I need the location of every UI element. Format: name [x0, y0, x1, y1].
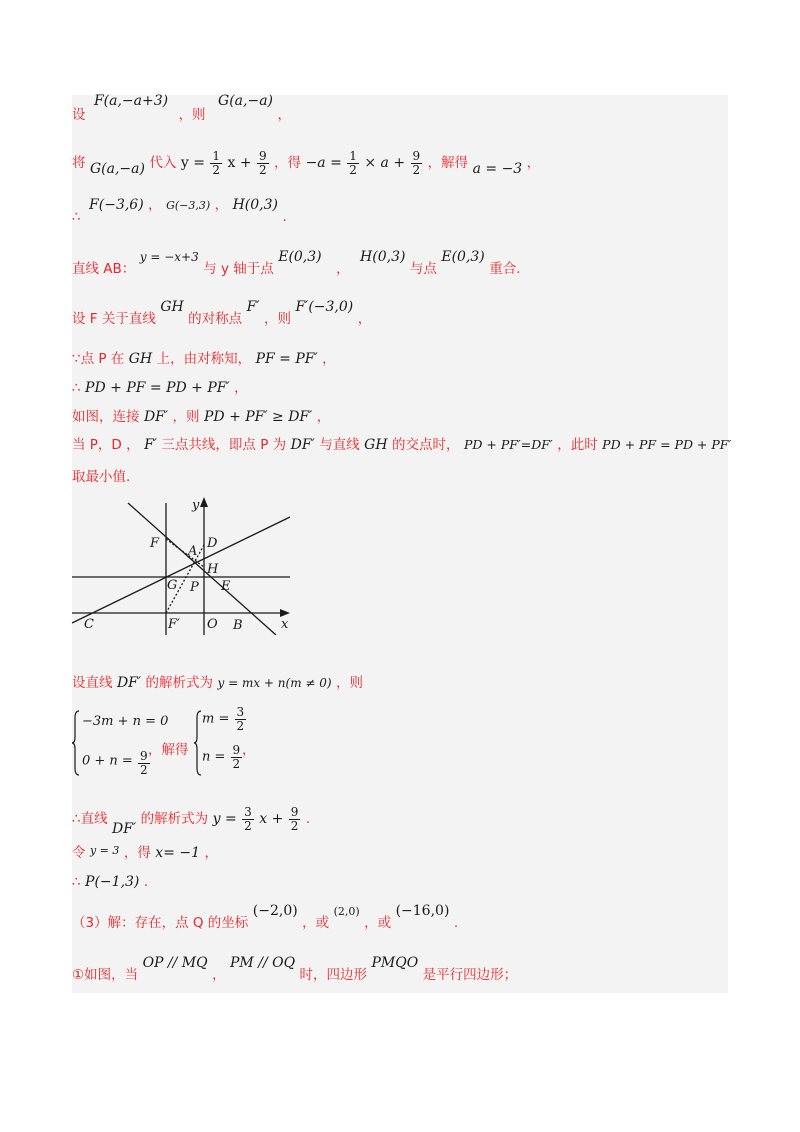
line-6	[72, 352, 336, 367]
line-11	[72, 676, 363, 691]
text: 三点共线，即点 P 为	[161, 437, 287, 453]
sys2-eq1-text: m =	[202, 711, 230, 727]
text: ，则	[336, 675, 364, 691]
label-b: B	[233, 618, 243, 633]
coordinate-graph	[70, 495, 295, 635]
text: 上，由对称知，	[156, 351, 252, 367]
brace-left	[72, 710, 80, 776]
text: 与 y 轴于点	[203, 261, 274, 277]
math: x +	[259, 811, 284, 828]
label-y: y	[192, 498, 200, 513]
text: 重合.	[489, 261, 521, 277]
text: ，解得	[427, 155, 469, 172]
numerator: 3	[244, 805, 252, 819]
math: E(0,3)	[441, 249, 485, 265]
therefore-symbol: ∴	[72, 874, 81, 890]
line-ab	[128, 503, 276, 635]
text: 时，四边形	[299, 967, 368, 983]
line-8	[72, 410, 330, 425]
line-3	[72, 197, 287, 225]
math: y =	[212, 811, 237, 828]
label-p: P	[190, 580, 199, 595]
denominator: 2	[290, 818, 299, 833]
text: （3）解：存在，点 Q 的坐标	[72, 915, 249, 931]
label-c: C	[84, 617, 94, 632]
numerator: 1	[212, 149, 221, 163]
math: DF′	[116, 675, 142, 691]
text: ，得	[123, 845, 151, 861]
text: ，	[204, 845, 218, 861]
text: 的解析式为	[145, 675, 214, 691]
line-17	[72, 955, 518, 983]
denominator: 2	[259, 162, 267, 177]
text: ，或	[302, 915, 330, 931]
denominator: 2	[244, 818, 252, 833]
line-14	[72, 846, 218, 861]
text: .	[453, 915, 459, 931]
fraction	[210, 150, 222, 176]
text: ，得	[274, 155, 302, 172]
math: (−16,0)	[395, 903, 450, 919]
sys2-eq2-text: n =	[202, 749, 226, 765]
label-x: x	[281, 617, 289, 632]
math: PD + PF′ ≥ DF′	[203, 409, 313, 425]
text: .	[143, 874, 149, 890]
math: OP // MQ	[142, 955, 208, 971]
math: DF′	[143, 409, 169, 425]
text: ，则	[172, 409, 200, 425]
text: 代入	[149, 155, 177, 172]
text: ∴直线	[72, 811, 108, 828]
sys2-eq1	[202, 706, 247, 732]
fraction	[347, 150, 359, 176]
math: P(−1,3)	[85, 874, 140, 890]
numerator: 9	[259, 149, 267, 163]
text: 取最小值.	[72, 469, 131, 485]
line-10	[72, 470, 130, 485]
fraction	[257, 150, 269, 176]
text: ，解得	[148, 742, 189, 758]
equation-systems	[72, 706, 332, 778]
brace-right	[194, 710, 202, 776]
sys1-eq2-text: 0 + n =	[82, 753, 133, 769]
denominator: 2	[139, 762, 148, 777]
line-2	[72, 150, 540, 176]
math: y = −x+3	[139, 250, 199, 264]
label-f: F	[150, 536, 160, 551]
text: ，则	[263, 311, 291, 327]
line-15	[72, 875, 148, 890]
denominator: 2	[236, 718, 245, 733]
denominator: 2	[349, 162, 357, 177]
math: GH	[160, 299, 184, 315]
math: (−2,0)	[252, 903, 298, 919]
label-e: E	[221, 579, 231, 594]
text: .	[282, 209, 287, 225]
math: F(a,−a+3)	[93, 93, 169, 109]
denominator: 2	[212, 162, 221, 177]
math: y = mx + n(m ≠ 0)	[217, 676, 332, 690]
math: F′	[144, 437, 157, 453]
label-o: O	[207, 617, 218, 632]
line-16	[72, 903, 459, 931]
math: DF′	[290, 437, 315, 453]
text: ∵点 P 在	[72, 351, 125, 367]
text: 将	[72, 155, 86, 172]
text: ，	[322, 351, 336, 367]
text: ①如图，当	[72, 967, 139, 983]
text: 的交点时，	[392, 437, 460, 453]
fraction	[235, 706, 247, 732]
text: 当 P，D ，	[72, 437, 140, 453]
text: ，	[316, 409, 331, 425]
y-axis-arrow	[200, 497, 208, 507]
text: 如图，连接	[72, 409, 140, 425]
text: ，此时	[557, 437, 598, 453]
math: F′(−3,0)	[295, 299, 354, 315]
math: DF′	[112, 821, 137, 838]
label-d: D	[207, 536, 218, 551]
math: PMQO	[371, 955, 419, 971]
math: y =	[180, 155, 205, 172]
numerator: 3	[236, 705, 245, 719]
text: ，	[357, 311, 372, 327]
denominator: 2	[412, 162, 421, 177]
text: ，	[234, 380, 248, 396]
text: ，	[242, 742, 256, 758]
text: 直线 AB：	[72, 261, 136, 277]
text: ，或	[364, 915, 392, 931]
therefore-symbol: ∴	[72, 380, 81, 396]
label-h: H	[207, 562, 219, 577]
numerator: 9	[412, 149, 421, 163]
line-13	[72, 805, 311, 838]
line-7	[72, 381, 248, 396]
fraction	[289, 806, 301, 832]
sys1-eq2	[82, 748, 151, 777]
text: 与直线	[319, 437, 360, 453]
text: ，	[214, 197, 229, 213]
math: E(0,3)	[278, 249, 322, 265]
math: × a +	[364, 155, 406, 172]
label-fp: F′	[168, 617, 180, 632]
text: ，	[212, 967, 226, 983]
line-5	[72, 299, 372, 327]
math: GH	[364, 437, 388, 453]
text: .	[305, 811, 311, 828]
math: y = 3	[89, 844, 120, 857]
text: 设	[72, 107, 86, 123]
math: H(0,3)	[360, 249, 406, 265]
line-9	[72, 438, 731, 453]
fraction	[231, 744, 243, 770]
x-axis-arrow	[280, 609, 290, 617]
numerator: 9	[232, 743, 241, 757]
math: PD + PF = PD + PF′	[85, 380, 230, 396]
denominator: 2	[232, 756, 241, 771]
text: ，	[526, 155, 541, 172]
text: 令	[72, 845, 86, 861]
numerator: 9	[290, 805, 299, 819]
math: F(−3,6)	[89, 197, 144, 213]
numerator: 1	[349, 149, 357, 163]
text: 与点	[409, 261, 437, 277]
fraction	[411, 150, 423, 176]
math: G(a,−a)	[218, 93, 273, 109]
fraction	[242, 806, 254, 832]
sys1-eq1: −3m + n = 0	[82, 714, 169, 729]
math: x +	[227, 155, 252, 172]
line-1	[72, 93, 291, 123]
math: PD + PF = PD + PF′	[602, 437, 732, 452]
text: ，则	[178, 107, 206, 123]
math: G(a,−a)	[89, 161, 145, 178]
math: GH	[128, 351, 153, 367]
text: 的解析式为	[140, 811, 209, 828]
math: a = −3	[472, 161, 523, 178]
math: F′	[246, 299, 260, 315]
math: PM // OQ	[230, 955, 296, 971]
math: PD + PF′=DF′	[463, 437, 553, 452]
line-4	[72, 249, 521, 277]
label-a: A	[188, 544, 198, 559]
text: ，	[336, 261, 350, 277]
sys2-eq2	[202, 744, 243, 770]
math: x= −1	[155, 845, 201, 861]
text: 的对称点	[188, 311, 243, 327]
math: PF = PF′	[255, 351, 318, 367]
text: 设 F 关于直线	[72, 311, 156, 327]
text: 是平行四边形；	[422, 967, 518, 983]
math: −a =	[305, 155, 342, 172]
math: G(−3,3)	[166, 199, 211, 212]
label-g: G	[167, 578, 178, 593]
math: H(0,3)	[232, 197, 278, 213]
text: 设直线	[72, 675, 113, 691]
text: ，	[277, 107, 291, 123]
math: (2,0)	[333, 905, 360, 918]
line-cd	[72, 517, 290, 623]
therefore-symbol: ∴	[72, 209, 81, 225]
numerator: 9	[139, 749, 148, 763]
text: ，	[148, 197, 162, 213]
